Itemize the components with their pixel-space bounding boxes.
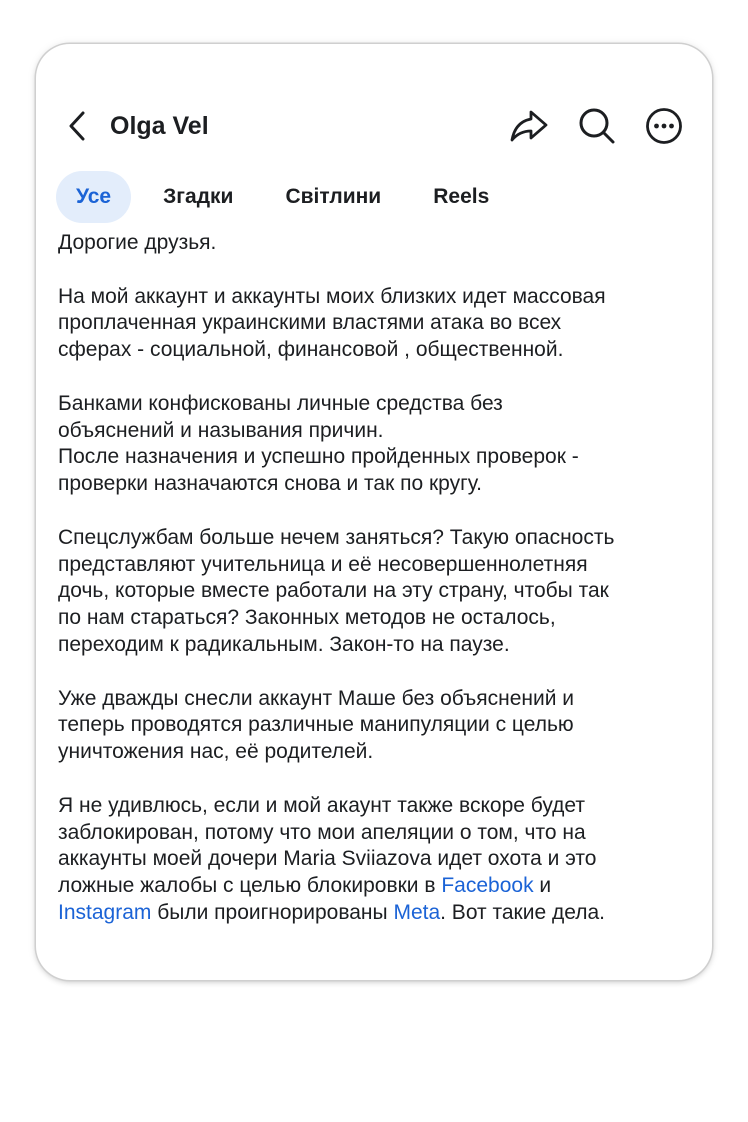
tab-all[interactable]: Усе <box>56 171 131 223</box>
meta-link[interactable]: Meta <box>393 900 441 924</box>
post-line: проверки назначаются снова и так по кругу. <box>58 472 483 496</box>
post-paragraph-1 <box>58 230 698 257</box>
post-text-segment: были проигнорированы <box>151 900 394 924</box>
post-paragraph-4 <box>58 525 698 659</box>
post-line: Спецслужбам больше нечем заняться? Такую опасность <box>58 525 615 549</box>
post-line: Банками конфискованы личные средства без <box>58 391 503 415</box>
post-line: представляют учительница и её несовершеннолетняя <box>58 552 588 576</box>
post-line: проплаченная украинскими властями атака во всех <box>58 311 562 335</box>
post-line: Я не удивлюсь, если и мой акаунт также вскоре будет <box>58 793 585 817</box>
tab-mentions[interactable]: Згадки <box>163 185 234 208</box>
post-line <box>58 900 698 927</box>
post-paragraph-3 <box>58 391 698 498</box>
post-paragraph-2 <box>58 284 698 364</box>
tab-photos[interactable]: Світлини <box>285 185 382 208</box>
profile-tabs <box>56 170 521 224</box>
post-line: Дорогие друзья. <box>58 231 217 254</box>
post-line: теперь проводятся различные манипуляции с целью <box>58 713 574 737</box>
facebook-link[interactable]: Facebook <box>441 874 534 898</box>
tab-reels[interactable]: Reels <box>433 185 490 208</box>
post-text-segment: . Вот такие дела. <box>440 900 605 924</box>
share-icon[interactable] <box>507 104 551 148</box>
post-line: На мой аккаунт и аккаунты моих близких идет массовая <box>58 284 606 308</box>
profile-card <box>36 44 712 980</box>
post-text-segment: ложные жалобы с целью блокировки в <box>58 874 442 898</box>
post-line <box>58 873 698 900</box>
search-icon[interactable] <box>575 104 619 148</box>
page-title: Olga Vel <box>110 112 209 140</box>
post-line: Уже дважды снесли аккаунт Маше без объяснений и <box>58 686 575 710</box>
post-line: по нам стараться? Законных методов не осталось, <box>58 606 556 630</box>
post-line: переходим к радикальным. Закон-то на паузе. <box>58 632 510 656</box>
post-paragraph-6 <box>58 793 698 927</box>
post-line: сферах - социальной, финансовой , общественной. <box>58 338 564 362</box>
post-line: дочь, которые вместе работали на эту страну, чтобы так <box>58 579 609 603</box>
instagram-link[interactable]: Instagram <box>58 900 152 924</box>
post-text-segment: и <box>533 874 552 898</box>
post-line: объяснений и называния причин. <box>58 418 384 442</box>
post-line: уничтожения нас, её родителей. <box>58 740 374 764</box>
profile-header <box>36 104 712 148</box>
more-icon[interactable] <box>642 104 686 148</box>
post-line: аккаунты моей дочери Maria Sviiazova идет охота и это <box>58 847 597 871</box>
post-line: заблокирован, потому что мои апеляции о том, что на <box>58 820 586 844</box>
post-paragraph-5 <box>58 686 698 766</box>
chevron-left-icon[interactable] <box>62 108 92 144</box>
post-text <box>58 230 698 954</box>
post-line: После назначения и успешно пройденных проверок - <box>58 445 579 469</box>
